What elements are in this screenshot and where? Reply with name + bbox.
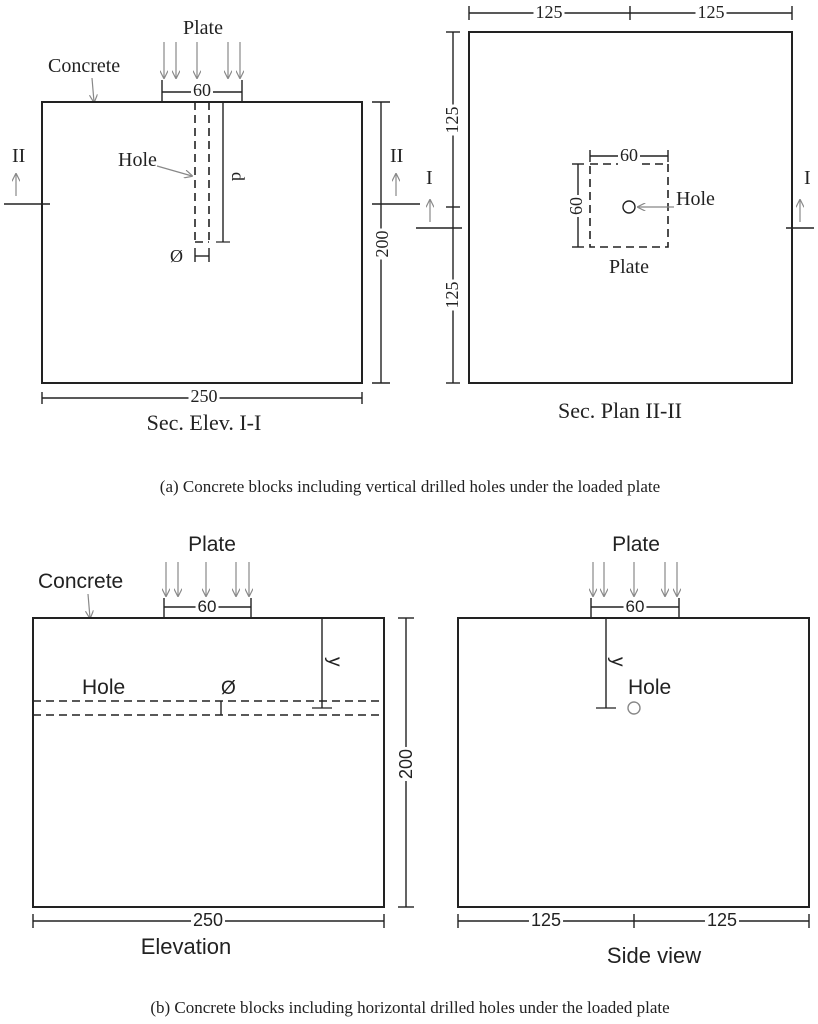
plate-width-label: 60 — [193, 80, 211, 100]
height-dimension — [396, 618, 416, 907]
panel-a-elevation — [4, 17, 420, 435]
elevation-title: Sec. Elev. I-I — [146, 410, 262, 435]
width-dimension — [33, 910, 384, 930]
y-dimension — [312, 618, 345, 708]
diameter-label: Ø — [221, 678, 236, 699]
height-label: 200 — [396, 748, 416, 780]
svg-text:60: 60 — [625, 597, 645, 616]
plate-width-dimension — [591, 597, 679, 618]
section-marker-right — [372, 145, 420, 204]
svg-text:II: II — [390, 145, 404, 167]
hole-label: Hole — [82, 676, 126, 699]
plate-width-dimension — [164, 597, 251, 618]
caption-a: (a) Concrete blocks including vertical drilled holes under the loaded plate — [159, 477, 661, 496]
svg-text:125: 125 — [530, 910, 562, 930]
svg-text:125: 125 — [535, 2, 563, 22]
height-label: 200 — [372, 230, 392, 258]
plate-label: Plate — [183, 17, 223, 39]
y-label: y — [607, 657, 628, 667]
bottom-dimension — [458, 910, 809, 930]
panel-b-elevation — [33, 533, 416, 959]
diameter-dimension — [168, 246, 209, 266]
svg-text:60: 60 — [566, 197, 586, 215]
load-arrows — [593, 562, 677, 596]
left-dimension — [442, 32, 462, 383]
panel-b-side-view — [458, 533, 809, 968]
load-arrows — [164, 42, 240, 78]
side-hole-label: Hole — [628, 676, 672, 699]
y-label: y — [324, 657, 345, 667]
panel-a-plan — [416, 2, 814, 423]
caption-b: (b) Concrete blocks including horizontal drilled holes under the loaded plate — [150, 998, 670, 1017]
depth-label: d — [228, 172, 248, 181]
elevation-title: Elevation — [140, 934, 232, 959]
svg-text:60: 60 — [620, 145, 638, 165]
plan-block — [469, 32, 792, 383]
svg-text:60: 60 — [197, 597, 217, 616]
svg-text:125: 125 — [442, 281, 462, 309]
svg-text:I: I — [804, 167, 811, 189]
plate-label: Plate — [612, 533, 660, 556]
plate-outline — [590, 164, 668, 247]
width-dimension — [42, 386, 362, 406]
plate-height-dimension — [566, 164, 586, 247]
hole-label: Hole — [118, 149, 157, 171]
svg-text:125: 125 — [697, 2, 725, 22]
load-arrows — [166, 562, 249, 596]
section-marker-left — [416, 167, 462, 228]
hole-circle — [623, 201, 635, 213]
concrete-label: Concrete — [48, 55, 121, 77]
hole-circle — [628, 702, 640, 714]
top-dimension — [469, 2, 792, 22]
svg-text:125: 125 — [442, 106, 462, 134]
plate-label: Plate — [188, 533, 236, 556]
section-marker-left — [4, 145, 50, 204]
y-dimension — [596, 618, 628, 708]
svg-text:II: II — [12, 145, 26, 167]
height-dimension — [372, 102, 392, 383]
plan-title: Sec. Plan II-II — [557, 398, 683, 423]
width-label: 250 — [190, 386, 218, 406]
plan-hole-label: Hole — [676, 188, 715, 210]
side-view-title: Side view — [606, 943, 702, 968]
width-label: 250 — [192, 910, 224, 930]
concrete-label: Concrete — [38, 570, 124, 593]
depth-dimension — [216, 102, 248, 242]
side-block — [458, 618, 809, 907]
section-marker-right — [786, 167, 814, 228]
svg-text:125: 125 — [706, 910, 738, 930]
plate-width-dimension — [590, 145, 668, 165]
svg-text:I: I — [426, 167, 433, 189]
vertical-hole — [195, 102, 209, 242]
plate-width-dimension — [162, 80, 242, 102]
plan-plate-label: Plate — [609, 256, 649, 278]
diameter-label: Ø — [170, 246, 183, 266]
